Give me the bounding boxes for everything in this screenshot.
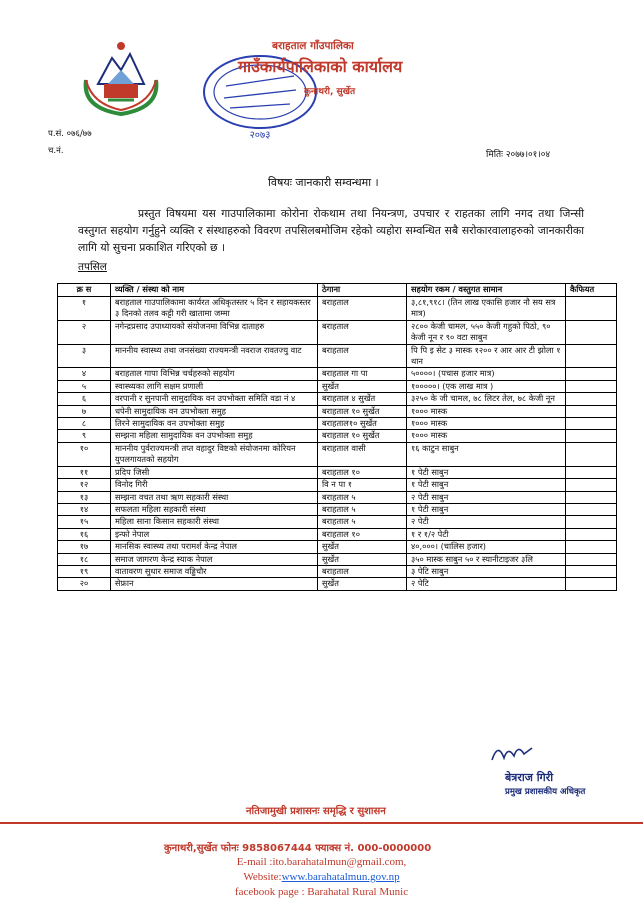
cell-sn: १७ bbox=[58, 541, 111, 553]
cell-sn: ६ bbox=[58, 393, 111, 405]
footer-divider bbox=[0, 822, 643, 824]
cell-help: १ पेटी साबुन bbox=[407, 479, 566, 491]
cell-address: सुर्खेत bbox=[318, 553, 407, 565]
cell-sn: १५ bbox=[58, 516, 111, 528]
cell-name: माननीय स्वास्थ्य तथा जनसंख्या राज्यमन्त्री नवराज रावतज्यु वाट bbox=[111, 344, 318, 368]
cell-help: २८०० केजी चामल, ५५० केजी गहुको पिठो, ९० केजी नून र ९० वटा साबुन bbox=[407, 320, 566, 344]
table-row bbox=[58, 565, 617, 577]
stamp-year: २०७३ bbox=[249, 130, 271, 141]
cell-help: २ पेटी साबुन bbox=[407, 491, 566, 503]
cell-address: सुर्खेत bbox=[318, 541, 407, 553]
cell-name: धपेनी सामुदायिक वन उपभोक्ता समुह bbox=[111, 405, 318, 417]
cell-name: वातावरण सुधार समाज वड्डिचौर bbox=[111, 565, 318, 577]
cell-name: नगेन्द्रप्रसाद उपाध्यायको संयोजनमा विभिन्न दाताहरु bbox=[111, 320, 318, 344]
letter-date: मितिः २०७७।०१।०४ bbox=[486, 150, 551, 160]
cell-address: बराहताल वासी bbox=[318, 442, 407, 466]
cell-sn: १२ bbox=[58, 479, 111, 491]
table-row bbox=[58, 380, 617, 392]
cell-address: बराहताल १० सुर्खेत bbox=[318, 430, 407, 442]
cell-remark bbox=[566, 442, 617, 466]
office-name: बराहताल गाँउपालिका bbox=[272, 40, 354, 52]
cell-sn: ११ bbox=[58, 466, 111, 478]
table-row bbox=[58, 430, 617, 442]
table-row bbox=[58, 503, 617, 515]
cell-name: बराहताल गापा विभिन्न चर्चहरुको सहयोग bbox=[111, 368, 318, 380]
footer-facebook: facebook page : Barahatal Rural Munic bbox=[234, 886, 409, 898]
table-row bbox=[58, 393, 617, 405]
cell-remark bbox=[566, 466, 617, 478]
footer-contact: कुनाथरी,सुर्खेत फोनः 9858067444 फ्याक्स नं. 000-0000000 bbox=[164, 843, 432, 854]
cell-name: माननीय पुर्वराज्यमन्त्री तप्त वहादुर विष्टको संयोजनमा कोरियन युपलगायतको सहयोग bbox=[111, 442, 318, 466]
donor-table bbox=[57, 283, 617, 591]
cell-remark bbox=[566, 320, 617, 344]
col-header-help: सहयोग रकम / वस्तुगत सामान bbox=[407, 284, 566, 297]
cell-name: बराहताल गाउपालिकामा कार्यरत अधिकृतस्तर ५ दिन र सहायकस्तर ३ दिनको तलव कट्टी गरी खातामा जम्मा bbox=[111, 297, 318, 321]
cell-help: १६ काटुन साबुन bbox=[407, 442, 566, 466]
cell-remark bbox=[566, 393, 617, 405]
cell-sn: १८ bbox=[58, 553, 111, 565]
cell-address: बराहताल १० bbox=[318, 466, 407, 478]
cell-help: ३५० मास्क साबुन ५० र स्यानीटाइजर ३लि bbox=[407, 553, 566, 565]
cell-address: बराहताल ५ bbox=[318, 516, 407, 528]
cell-remark bbox=[566, 541, 617, 553]
cell-name: सम्झना वचत तथा ऋण सहकारी संस्था bbox=[111, 491, 318, 503]
cell-sn: ४ bbox=[58, 368, 111, 380]
col-header-address: ठेगाना bbox=[318, 284, 407, 297]
cell-remark bbox=[566, 368, 617, 380]
cell-help: ३,८१,९१८। (तिन लाख एकासि हजार नौ सय सत्र मात्र) bbox=[407, 297, 566, 321]
table-row bbox=[58, 491, 617, 503]
cell-remark bbox=[566, 430, 617, 442]
cell-name: इन्फो नेपाल bbox=[111, 528, 318, 540]
cell-help: ४०,०००। (चालिस हजार) bbox=[407, 541, 566, 553]
cell-address: बराहताल गा पा bbox=[318, 368, 407, 380]
cell-sn: २० bbox=[58, 578, 111, 590]
table-header-row bbox=[58, 284, 617, 297]
cell-name: सफलता महिला सहकारी संस्था bbox=[111, 503, 318, 515]
cell-address: बराहताल bbox=[318, 320, 407, 344]
cell-remark bbox=[566, 344, 617, 368]
cell-address: सुर्खेत bbox=[318, 578, 407, 590]
cell-remark bbox=[566, 418, 617, 430]
cell-remark bbox=[566, 503, 617, 515]
cell-remark bbox=[566, 553, 617, 565]
cell-sn: १० bbox=[58, 442, 111, 466]
table-row bbox=[58, 368, 617, 380]
cell-address: बराहताल १० सुर्खेत bbox=[318, 405, 407, 417]
cell-name: प्रदिप जिसी bbox=[111, 466, 318, 478]
cell-address: बराहताल bbox=[318, 565, 407, 577]
cell-help: १०००००। (एक लाख मात्र ) bbox=[407, 380, 566, 392]
cell-remark bbox=[566, 380, 617, 392]
signer-post: प्रमुख प्रशासकीय अधिकृत bbox=[505, 787, 586, 797]
letter-body: प्रस्तुत विषयमा यस गाउपालिकामा कोरोना रोकथाम तथा नियन्त्रण, उपचार र राहतका लागि नगद तथा जिन्सी वस्तुगत सहयोग गर्नुहुने व्यक्ति र संस्थाहरुको विवरण तपसिलबमोजिम रहेको व्यहोरा सम्वन्धित सबै सरोकारवालाहरुको जानकारीका लागि यो सुचना प्रकाशित गरिएको छ । bbox=[78, 207, 584, 254]
table-row bbox=[58, 466, 617, 478]
cell-help: १ र १/२ पेटी bbox=[407, 528, 566, 540]
website-link[interactable]: www.barahatalmun.gov.np bbox=[281, 871, 400, 883]
table-row bbox=[58, 528, 617, 540]
cell-address: बराहताल bbox=[318, 297, 407, 321]
cell-sn: १३ bbox=[58, 491, 111, 503]
cell-sn: १ bbox=[58, 297, 111, 321]
cell-address: बराहताल ४ सुर्खेत bbox=[318, 393, 407, 405]
cell-sn: १६ bbox=[58, 528, 111, 540]
table-row bbox=[58, 297, 617, 321]
letter-subject: विषयः जानकारी सम्वन्धमा । bbox=[268, 176, 379, 189]
office-title: गाउँकार्यपालिकाको कार्यालय bbox=[238, 57, 403, 76]
tapasil-label: तपसिल bbox=[78, 261, 107, 273]
table-row bbox=[58, 553, 617, 565]
cell-address: बराहताल bbox=[318, 344, 407, 368]
cell-address: वि न पा १ bbox=[318, 479, 407, 491]
cell-sn: ५ bbox=[58, 380, 111, 392]
cell-remark bbox=[566, 491, 617, 503]
ref-number: प.सं. ०७६/७७ bbox=[48, 129, 92, 139]
cell-sn: ३ bbox=[58, 344, 111, 368]
cell-sn: ९ bbox=[58, 430, 111, 442]
cell-help: १ पेटी साबुन bbox=[407, 466, 566, 478]
cell-name: सम्झना महिला सामुदायिक वन उपभोक्ता समुह bbox=[111, 430, 318, 442]
nepal-emblem-logo bbox=[78, 40, 164, 118]
cell-address: बराहताल ५ bbox=[318, 491, 407, 503]
cell-name: वरपानी र सुनपानी सामुदायिक वन उपभोक्ता समिति वडा नं ४ bbox=[111, 393, 318, 405]
cell-help: ५००००। (पचास हजार मात्र) bbox=[407, 368, 566, 380]
cell-name: तिरने सामुदायिक वन उपभोक्ता समुह bbox=[111, 418, 318, 430]
cell-remark bbox=[566, 516, 617, 528]
cell-remark bbox=[566, 479, 617, 491]
cell-remark bbox=[566, 528, 617, 540]
cell-sn: २ bbox=[58, 320, 111, 344]
cell-remark bbox=[566, 578, 617, 590]
col-header-remark: कैफियत bbox=[566, 284, 617, 297]
table-row bbox=[58, 578, 617, 590]
cell-name: विनोद गिरी bbox=[111, 479, 318, 491]
table-row bbox=[58, 418, 617, 430]
table-row bbox=[58, 516, 617, 528]
cell-help: १ पेटी साबुन bbox=[407, 503, 566, 515]
cell-address: सुर्खेत bbox=[318, 380, 407, 392]
cell-remark bbox=[566, 297, 617, 321]
cell-name: मानसिक स्वास्थ्य तथा परामर्श केन्द्र नेपाल bbox=[111, 541, 318, 553]
office-address: कुनाथरी, सुर्खेत bbox=[304, 87, 356, 97]
cell-help: १००० मास्क bbox=[407, 430, 566, 442]
footer-website bbox=[0, 871, 643, 883]
cell-help: ३२५० के जी चामल, ७८ लिटर तेल, ७८ केजी नून bbox=[407, 393, 566, 405]
cell-name: स्वास्थ्यका लागि सक्षम प्रणाली bbox=[111, 380, 318, 392]
table-row bbox=[58, 344, 617, 368]
cell-help: ३ पेटि साबुन bbox=[407, 565, 566, 577]
cell-remark bbox=[566, 405, 617, 417]
table-row bbox=[58, 405, 617, 417]
cell-name: समाज जागरण केन्द्र स्याक नेपाल bbox=[111, 553, 318, 565]
footer-email: E-mail :ito.barahatalmun@gmail.com, bbox=[236, 856, 407, 868]
cell-help: २ पेटि bbox=[407, 578, 566, 590]
table-row bbox=[58, 320, 617, 344]
col-header-sn: क्र स bbox=[58, 284, 111, 297]
cell-help: पि पि इ सेट ३ मास्क १२०० र आर आर टी झोला १ थान bbox=[407, 344, 566, 368]
cell-remark bbox=[566, 565, 617, 577]
cell-sn: १४ bbox=[58, 503, 111, 515]
cell-address: बराहताल १० bbox=[318, 528, 407, 540]
cell-address: बराहताल१० सुर्खेत bbox=[318, 418, 407, 430]
table-row bbox=[58, 541, 617, 553]
cell-sn: ८ bbox=[58, 418, 111, 430]
cell-sn: १९ bbox=[58, 565, 111, 577]
dispatch-number: च.नं. bbox=[48, 146, 64, 156]
table-row bbox=[58, 479, 617, 491]
signature-mark bbox=[488, 738, 536, 768]
cell-help: १००० मास्क bbox=[407, 418, 566, 430]
cell-sn: ७ bbox=[58, 405, 111, 417]
cell-help: २ पेटी bbox=[407, 516, 566, 528]
col-header-name: व्यक्ति / संस्था को नाम bbox=[111, 284, 318, 297]
table-row bbox=[58, 442, 617, 466]
website-label: Website: bbox=[243, 871, 282, 883]
cell-name: महिला साना किसान सहकारी संस्था bbox=[111, 516, 318, 528]
footer-motto: नतिजामुखी प्रशासनः समृद्धि र सुशासन bbox=[246, 806, 386, 817]
cell-address: बराहताल ५ bbox=[318, 503, 407, 515]
signer-name: बेत्रराज गिरी bbox=[505, 771, 554, 784]
cell-help: १००० मास्क bbox=[407, 405, 566, 417]
cell-name: सेफ्रान bbox=[111, 578, 318, 590]
